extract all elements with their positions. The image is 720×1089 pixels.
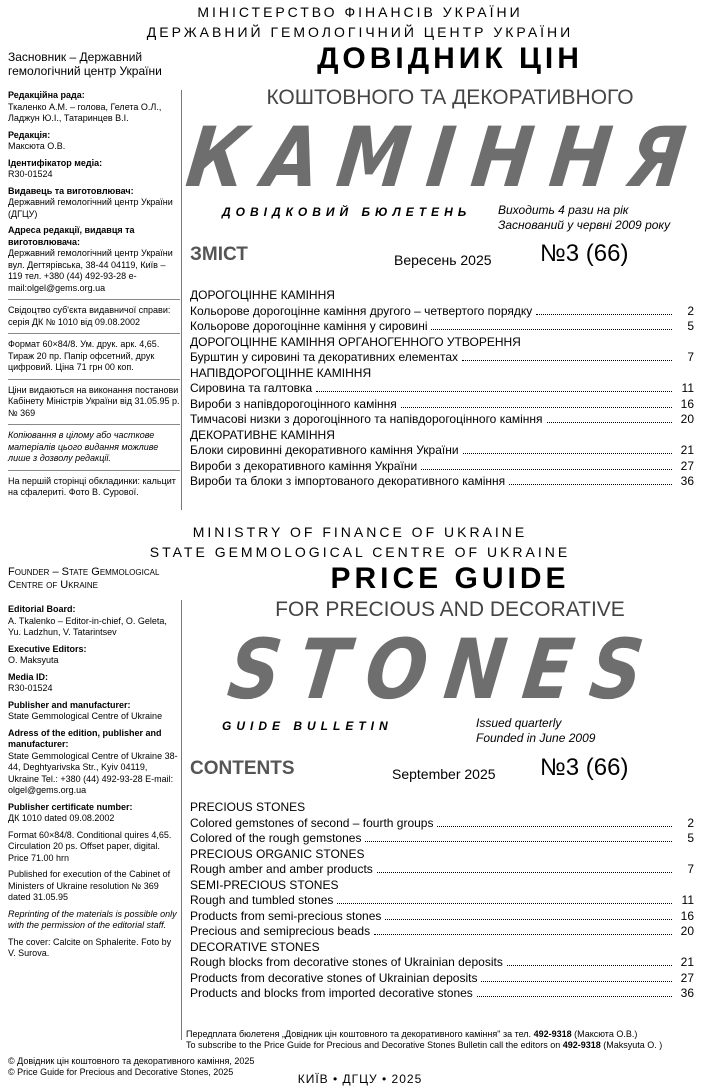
toc-entry (190, 443, 694, 459)
en-sidebar (8, 566, 180, 965)
ua-logo: КАМІННЯ (181, 109, 709, 206)
copyright-ua: © Довідник цін коштовного та декоративного каміння, 2025 (8, 1056, 255, 1066)
ua-publisher-value: Державний гемологічний центр України (ДГЦУ) (8, 197, 173, 219)
en-issue-month: September 2025 (392, 766, 496, 782)
en-issued-2: Founded in June 2009 (476, 731, 596, 745)
toc-entry (190, 955, 694, 971)
ua-sidebar-rule (8, 379, 180, 380)
toc-leader-dots (477, 996, 672, 997)
toc-entry (190, 459, 694, 475)
en-cover-note: The cover: Calcite on Sphalerite. Foto by V. Surova. (8, 936, 172, 958)
toc-entry (190, 350, 694, 366)
toc-leader-dots (463, 453, 672, 454)
en-cert-value: ДК 1010 dated 09.08.2002 (8, 813, 115, 823)
subscribe-note (186, 1029, 662, 1051)
ua-copy-note: Копіювання в цілому або часткове матеріалів цього видання можливе лише з дозволу редакції. (8, 430, 159, 463)
toc-leader-dots (421, 469, 672, 470)
toc-leader-dots (377, 872, 672, 873)
toc-entry-title: Products from decorative stones of Ukrainian deposits (190, 970, 478, 985)
toc-section-heading: ДОРОГОЦІННЕ КАМІННЯ ОРГАНОГЕННОГО УТВОРЕННЯ (190, 334, 521, 349)
subscribe-en-prefix: To subscribe to the Price Guide for Precious and Decorative Stones Bulletin call the editors on (186, 1040, 563, 1050)
ua-centre: ДЕРЖАВНИЙ ГЕМОЛОГІЧНИЙ ЦЕНТР УКРАЇНИ (146, 24, 574, 40)
toc-entry-title: Кольорове дорогоцінне каміння у сировині (190, 319, 428, 333)
ua-editors-label: Редакція: (8, 129, 51, 140)
toc-entry-page: 7 (687, 350, 694, 364)
toc-entry-title: Тимчасові низки з дорогоцінного та напівдорогоцінного каміння (190, 412, 543, 426)
en-cert-label: Publisher certificate number: (8, 801, 133, 812)
toc-entry-page: 20 (680, 924, 694, 938)
toc-leader-dots (365, 841, 672, 842)
toc-entry (190, 909, 694, 925)
toc-leader-dots (337, 903, 672, 904)
toc-entry-page: 27 (680, 970, 694, 985)
toc-entry-title: Вироби та блоки з імпортованого декоративного каміння (190, 474, 506, 488)
toc-entry-title: Сировина та галтовка (190, 381, 313, 395)
toc-leader-dots (437, 826, 672, 827)
en-title-main: PRICE GUIDE (330, 562, 570, 595)
toc-leader-dots (374, 934, 672, 935)
ua-issue-number: №3 (66) (540, 240, 629, 267)
toc-section-heading: PRECIOUS STONES (190, 800, 306, 814)
toc-entry (190, 381, 694, 397)
toc-leader-dots (536, 314, 672, 315)
ua-ministry: МІНІСТЕРСТВО ФІНАНСІВ УКРАЇНИ (197, 4, 523, 20)
en-certificate (8, 802, 180, 825)
en-bulletin-label: GUIDE BULLETIN (222, 719, 393, 733)
toc-leader-dots (431, 329, 672, 330)
subscribe-en (186, 1040, 662, 1051)
ua-certificate: Свідоцтво суб'єкта видавничої справи: серія ДК № 1010 від 09.08.2002 (8, 305, 171, 327)
subscribe-ua (186, 1029, 662, 1040)
ua-address-label: Адреса редакції, видавця та виготовлювача: (8, 225, 135, 247)
ua-sidebar-rule (8, 424, 180, 425)
toc-leader-dots (507, 965, 672, 966)
ua-editors (8, 130, 180, 153)
toc-leader-dots (547, 422, 672, 423)
ua-title-main: ДОВІДНИК ЦІН (317, 42, 583, 75)
ua-editorial-board (8, 90, 180, 125)
en-ministry: MINISTRY OF FINANCE OF UKRAINE (192, 524, 528, 540)
ua-media-label: Ідентифікатор медіа: (8, 157, 103, 168)
toc-leader-dots (481, 981, 672, 982)
toc-entry-title: Бурштин у сировині та декоративних елементах (190, 350, 458, 364)
toc-entry-page: 16 (680, 396, 694, 411)
toc-entry (190, 862, 694, 878)
ua-sidebar (8, 50, 180, 504)
en-editors-label: Executive Editors: (8, 643, 87, 654)
ua-title-sub: КОШТОВНОГО ТА ДЕКОРАТИВНОГО (266, 86, 634, 109)
toc-entry-page: 21 (680, 443, 694, 457)
en-founder: Founder – State Gemmological Centre of Ukraine (8, 566, 160, 591)
toc-entry-title: Colored of the rough gemstones (190, 831, 362, 845)
toc-section-heading: ДЕКОРАТИВНЕ КАМІННЯ (190, 427, 335, 442)
ua-media-value: R30-01524 (8, 169, 53, 179)
en-contents-label: CONTENTS (190, 758, 295, 779)
toc-entry-page: 27 (680, 458, 694, 473)
en-format: Format 60×84/8. Conditional quires 4,65. Circulation 20 ps. Offset paper, digital. Price 71.00 hrn (8, 829, 172, 863)
en-media-label: Media ID: (8, 671, 49, 682)
toc-entry (190, 397, 694, 413)
toc-leader-dots (509, 484, 672, 485)
toc-leader-dots (385, 919, 672, 920)
toc-section-heading: ДОРОГОЦІННЕ КАМІННЯ (190, 288, 335, 302)
toc-entry-title: Colored gemstones of second – fourth groups (190, 815, 434, 830)
toc-entry (190, 319, 694, 335)
toc-leader-dots (401, 407, 672, 408)
en-publisher-value: State Gemmological Centre of Ukraine (8, 711, 163, 721)
toc-entry-title: Products and blocks from imported decorative stones (190, 986, 473, 1000)
ua-issued (498, 203, 713, 233)
toc-entry-title: Products from semi-precious stones (190, 908, 382, 923)
toc-entry (190, 986, 694, 1002)
toc-entry-title: Rough blocks from decorative stones of Ukrainian deposits (190, 955, 503, 969)
toc-leader-dots (462, 360, 672, 361)
toc-entry (190, 816, 694, 832)
en-centre: STATE GEMMOLOGICAL CENTRE OF UKRAINE (149, 544, 571, 560)
toc-entry (190, 924, 694, 940)
en-issue-number: №3 (66) (540, 754, 629, 781)
ua-issued-1: Виходить 4 рази на рік (498, 203, 629, 217)
ua-board-label: Редакційна рада: (8, 90, 85, 100)
ua-sidebar-divider (181, 90, 182, 510)
en-board-label: Editorial Board: (8, 604, 76, 614)
toc-entry-page: 2 (687, 303, 694, 318)
toc-entry-page: 11 (681, 893, 694, 907)
ua-sidebar-rule (8, 333, 180, 334)
toc-section-heading: НАПІВДОРОГОЦІННЕ КАМІННЯ (190, 365, 372, 380)
ua-issue-month: Вересень 2025 (394, 252, 492, 268)
toc-entry-title: Вироби з декоративного каміння України (190, 458, 418, 473)
en-publisher (8, 700, 180, 723)
en-copy-note: Reprinting of the materials is possible only with the permission of the editorial staff. (8, 908, 177, 930)
en-issued-1: Issued quarterly (476, 716, 562, 730)
en-logo: STONES (223, 621, 667, 718)
ua-publisher-label: Видавець та виготовлювач: (8, 185, 134, 196)
toc-entry-page: 5 (687, 831, 694, 845)
subscribe-ua-suffix: (Максюта О.В.) (571, 1029, 638, 1039)
toc-entry-title: Вироби з напівдорогоцінного каміння (190, 396, 397, 411)
en-editorial-board (8, 604, 180, 639)
ua-publisher (8, 186, 180, 221)
toc-section-heading: SEMI-PRECIOUS STONES (190, 877, 339, 892)
toc-section-heading: DECORATIVE STONES (190, 939, 320, 954)
toc-entry (190, 412, 694, 428)
subscribe-ua-prefix: Передплата бюлетеня „Довідник цін коштовного та декоративного каміння" за тел. (186, 1029, 534, 1039)
toc-entry (190, 971, 694, 987)
ua-toc (190, 288, 694, 490)
ua-sidebar-rule (8, 299, 180, 300)
en-board-members: A. Tkalenko – Editor-in-chief, O. Geleta, Yu. Ladzhun, V. Tatarintsev (8, 615, 167, 637)
ua-prices-note: Ціни видаються на виконання постанови Кабінету Міністрів України від 31.05.95 р. № 369 (8, 384, 180, 418)
toc-entry-title: Precious and semiprecious beads (190, 924, 371, 938)
ua-board-members: Ткаленко А.М. – голова, Гелета О.Л., Ладжун Ю.І., Татаринцев В.І. (8, 101, 162, 123)
toc-entry-page: 20 (680, 412, 694, 426)
toc-entry-page: 16 (680, 908, 694, 923)
en-issued (476, 716, 696, 746)
en-publisher-label: Publisher and manufacturer: (8, 699, 131, 710)
toc-entry-page: 7 (687, 862, 694, 876)
footer-imprint: КИЇВ • ДГЦУ • 2025 (297, 1072, 423, 1086)
ua-bulletin-label: ДОВІДКОВИЙ БЮЛЕТЕНЬ (222, 205, 472, 219)
en-editors (8, 644, 180, 667)
subscribe-en-phone: 492-9318 (562, 1040, 601, 1050)
toc-entry-page: 36 (680, 474, 694, 488)
toc-entry-page: 2 (687, 815, 694, 830)
toc-entry-title: Кольорове дорогоцінне каміння другого – четвертого порядку (190, 303, 533, 318)
ua-address (8, 225, 180, 294)
toc-entry (190, 893, 694, 909)
en-toc (190, 800, 694, 1002)
toc-entry (190, 831, 694, 847)
toc-leader-dots (316, 391, 672, 392)
toc-entry-page: 11 (681, 381, 694, 395)
toc-entry-title: Блоки сировинні декоративного каміння України (190, 443, 459, 457)
en-media-id (8, 672, 180, 695)
en-media-value: R30-01524 (8, 683, 53, 693)
ua-contents-label: ЗМІСТ (190, 244, 248, 265)
toc-entry-page: 5 (687, 319, 694, 333)
ua-cover-note: На першій сторінці обкладинки: кальцит на сфалериті. Фото В. Сурової. (8, 475, 176, 497)
subscribe-en-suffix: (Maksyuta O. ) (600, 1040, 663, 1050)
subscribe-ua-phone: 492-9318 (533, 1029, 572, 1039)
ua-editors-names: Максюта О.В. (8, 141, 66, 151)
toc-entry-page: 21 (680, 955, 694, 969)
ua-media-id (8, 158, 180, 181)
en-prices-note: Published for execution of the Cabinet of Ministers of Ukraine resolution № 369 dated 31.05.95 (8, 869, 171, 902)
ua-founder: Засновник – Державний гемологічний центр України (8, 50, 162, 78)
copyright-en: © Price Guide for Precious and Decorative Stones, 2025 (8, 1067, 234, 1077)
ua-address-value: Державний гемологічний центр України вул. Дегтярівська, 38-44 04119, Київ – 119 тел. +380 (44) 492-93-28 e-mail:olgel@gems.org.ua (8, 248, 173, 293)
toc-entry-title: Rough and tumbled stones (190, 893, 334, 907)
toc-entry-page: 36 (680, 986, 694, 1000)
en-title-sub: FOR PRECIOUS AND DECORATIVE (275, 598, 625, 621)
en-sidebar-divider (181, 600, 182, 1040)
toc-entry (190, 304, 694, 320)
ua-format: Формат 60×84/8. Ум. друк. арк. 4,65. Тираж 20 пр. Папір офсетний, друк цифровий. Ціна 71 грн 00 коп. (8, 339, 160, 372)
ua-sidebar-rule (8, 470, 180, 471)
en-address-label: Adress of the edition, publisher and manufacturer: (8, 727, 162, 749)
toc-entry (190, 474, 694, 490)
ua-issued-2: Заснований у червні 2009 року (498, 218, 671, 232)
en-address-value: State Gemmological Centre of Ukraine 38-44, Deghtyarivska Str., Kyiv 04119, Ukraine Tel.: +380 (44) 492-93-28 E-mail: olgel@gems.org.ua (8, 750, 178, 795)
toc-section-heading: PRECIOUS ORGANIC STONES (190, 846, 365, 861)
en-address (8, 728, 180, 797)
en-editors-names: O. Maksyuta (8, 655, 59, 665)
toc-entry-title: Rough amber and amber products (190, 862, 373, 876)
